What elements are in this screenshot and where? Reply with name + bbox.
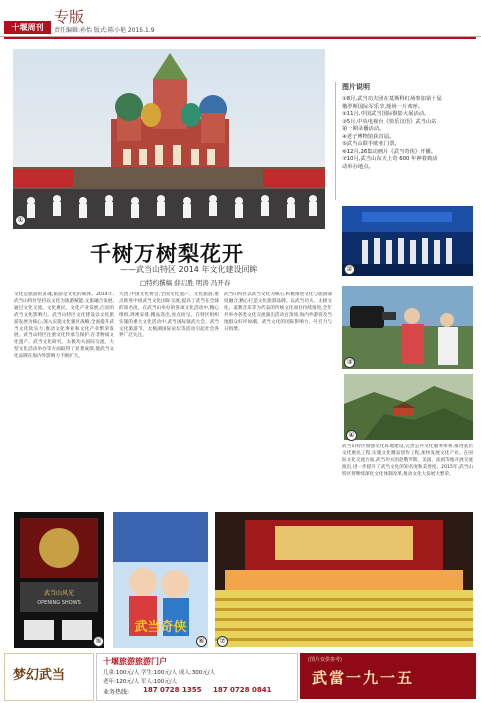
photo-number: ⑦	[217, 636, 228, 647]
photo-number: ⑥	[196, 636, 207, 647]
column-title: 专版	[54, 8, 85, 26]
photo-number: ①	[15, 215, 26, 226]
editor-credits: 责任编辑:孙怡 版式:陈小艳 2015.1.9	[54, 27, 155, 34]
photo-number: ②	[344, 264, 355, 275]
ad-phone-label: 业务热线:	[103, 689, 130, 696]
photo-concert-hall	[215, 512, 473, 647]
ad-phone-1: 187 0728 1355	[143, 686, 202, 694]
header-rule	[4, 37, 476, 39]
ad-phone-2: 187 0728 0841	[213, 686, 272, 694]
article-subhead: ——武当山特区 2014 年文化建设回眸	[120, 265, 258, 274]
ad-right-title: 武當一九一五	[312, 669, 415, 687]
poster-title: 武当山风光	[43, 590, 74, 597]
caption-line: 动举办地点。	[342, 163, 374, 170]
ad-tourism-portal	[96, 653, 298, 701]
poster-subtitle: OPENING SHOWS	[37, 600, 81, 606]
publication-label: 十堰周刊	[4, 21, 51, 34]
ad-mid-line1: 儿童:100元/人 学生:100元/人 成人:300元/人	[103, 670, 216, 676]
caption-line: ④老子博物馆获首届。	[342, 133, 395, 140]
photo-camera-crew	[342, 286, 473, 369]
caption-line: ②11月,中国武当国际摄影大展活动。	[342, 111, 430, 117]
photo-number: ⑤	[93, 636, 104, 647]
caption-line: ⑤武当山联手欧亚门票。	[342, 141, 400, 147]
poster-cartoon-wudang	[113, 512, 208, 648]
caption-line: ⑥12月,26集动画片《武当奇侠》开播。	[342, 148, 437, 155]
article-column-4: 武当山特区加强文化阵地建设,完善公共文化服务体系,推进基层文化惠民工程,实施文化精品创作工程,加快发展文化产业。在国际文化交流方面,武当功夫团赴俄罗斯、美国、法国等地开展交流演出,进一步提升了武当文化的知名度和美誉度。2015年,武当山特区将继续深化文化体制改革,推动文化大发展大繁荣。	[342, 444, 473, 477]
cartoon-title: 武当奇侠	[134, 620, 187, 635]
ad-left-title: 梦幻武当	[13, 668, 66, 683]
ad-mid-line2: 老年:120元/人 军人:100元/人	[103, 679, 178, 685]
article-column-1: 文化是旅游的灵魂,旅游是文化的载体。2014年,武当山特区坚持以文化为旅游赋能,文旅融合发展,通过文化交流、文化惠民、文化产业发展,凸显的武当文化影响力。武当山特区文化建设以文化旅游发展为核心,深入实施文化强区战略,全面提升武当文化软实力,推动文化事业和文化产业繁荣发展。武当山特区注重文化传承与保护,在非物质文化遗产、武当文化研究、太极功夫国际交流、大型文化活动举办等方面取得了显著成绩,使武当文化品牌在海内外影响力不断扩大。	[14, 292, 114, 360]
article-column-2: 大团,中国文化协会,全国文化遗产、文化旅游,重点推进中国武当文化国际交流,提高了武当在全球的知名度。在武当山举办的各项文化活动中,精心组织,周密安排,精品迭出,亮点纷呈。在特区组织实施的重大文化活动中,武当国际演武大会、武当文化旅游节、太极湖国际论坛等活动引起社会各界广泛关注。	[119, 292, 219, 339]
photo-number: ④	[346, 430, 357, 441]
ad-right-note: (图片仅供参考)	[308, 657, 342, 663]
poster-opening-shows	[14, 512, 104, 648]
caption-line: 俄罗斯国际军乐节,现场一片欢呼。	[342, 103, 424, 110]
photo-number: ③	[344, 357, 355, 368]
article-headline: 千树万树梨花开	[90, 241, 244, 266]
ad-wudang-1915	[300, 653, 476, 699]
ad-dream-wudang	[4, 653, 94, 701]
captions-title: 图片说明	[342, 83, 370, 91]
photo-award-stage	[342, 206, 473, 276]
caption-line: ③5月,中央电视台《快乐汉语》武当山站	[342, 118, 437, 125]
caption-line: ①8月,武当功夫团在莫斯科红场参加第十届	[342, 96, 442, 102]
article-column-3: 武当山特区以武当文化为核心,积极推进文化与旅游深度融合,精心打造文化旅游品牌。以武当功夫、太极文化、道教音乐等为代表的传统文化项目持续推进,全年共举办各类文化交流演出活动百余场,海内外游客及当地群众好评如潮。武当文化的国际影响力、号召力与日俱增。	[224, 292, 332, 332]
article-byline: □特约撰稿 薛启胜 明涛 冯开春	[140, 279, 231, 287]
caption-line: 第一期录播活动。	[342, 126, 385, 132]
caption-line: ⑦10月,武当山东天上奇 600 年神着典活	[342, 156, 438, 162]
photo-mountain-temple	[344, 374, 473, 440]
main-photo-red-square	[13, 49, 325, 229]
photo-captions	[335, 82, 472, 200]
ad-mid-title: 十堰旅游旅游门户	[103, 657, 167, 666]
